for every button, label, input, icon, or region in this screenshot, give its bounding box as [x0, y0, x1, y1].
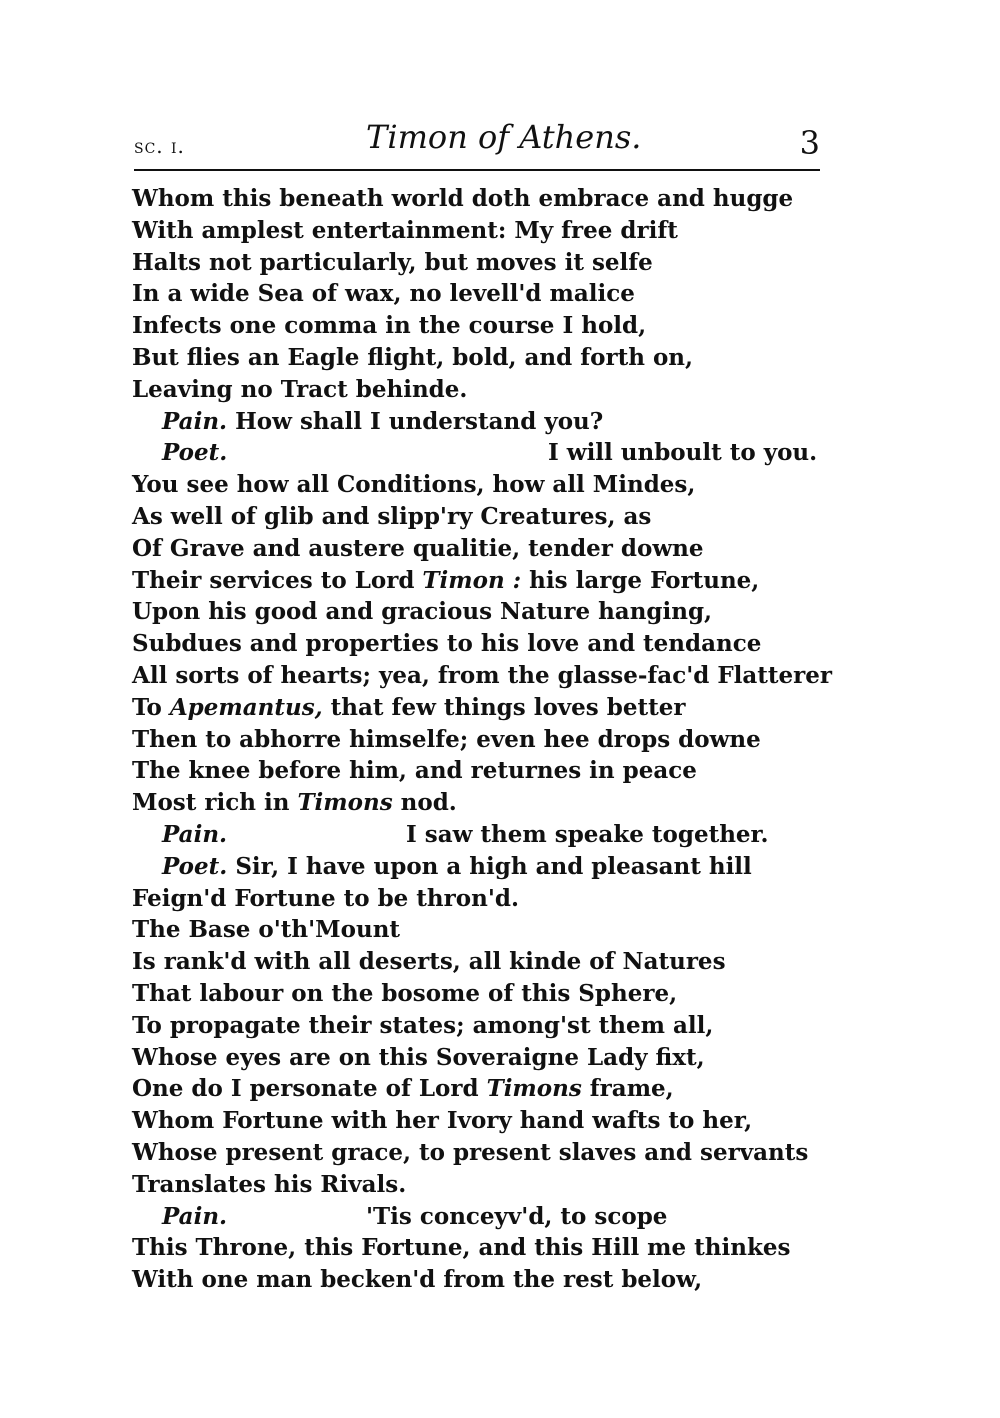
scene-reference: sc. i.	[134, 134, 185, 158]
verse-line: The Base o'th'Mount	[132, 916, 401, 944]
verse-line: Leaving no Tract behinde.	[132, 375, 468, 403]
speech-text: I will unboult to you.	[548, 439, 818, 467]
speech-text: I saw them speake together.	[406, 820, 769, 848]
verse-text-part: One do I personate of Lord	[132, 1075, 487, 1103]
verse-line: Is rank'd with all deserts, all kinde of Natures	[132, 948, 726, 976]
verse-line: Then to abhorre himselfe; even hee drops downe	[132, 725, 761, 753]
speech-line	[132, 851, 812, 883]
verse-line	[132, 787, 812, 819]
speaker-name: Pain.	[162, 407, 228, 435]
proper-name: Timons	[486, 1075, 582, 1103]
verse-line: As well of glib and slipp'ry Creatures, as	[132, 502, 652, 530]
page-number: 3	[799, 124, 820, 162]
verse-line: Subdues and properties to his love and tendance	[132, 630, 762, 658]
verse-line: Whose eyes are on this Soveraigne Lady fixt,	[132, 1043, 705, 1071]
speaker-name: Pain.	[162, 1202, 228, 1230]
verse-line: To propagate their states; among'st them all,	[132, 1011, 714, 1039]
proper-name: Apemantus,	[169, 693, 323, 721]
verse-line: Halts not particularly, but moves it selfe	[132, 248, 653, 276]
verse-text-part: To	[132, 693, 170, 721]
speech-text: Sir, I have upon a high and pleasant hill	[235, 852, 752, 880]
speaker-name: Pain.	[162, 820, 228, 848]
verse-line: Whose present grace, to present slaves and servants	[132, 1138, 809, 1166]
proper-name: Timons	[297, 789, 393, 817]
verse-line	[132, 692, 812, 724]
header-rule	[134, 169, 820, 171]
verse-text-part: Most rich in	[132, 789, 298, 817]
running-head	[134, 118, 820, 170]
verse-line: But flies an Eagle flight, bold, and forth on,	[132, 343, 694, 371]
verse-line: This Throne, this Fortune, and this Hill me thinkes	[132, 1234, 791, 1262]
speech-line	[132, 437, 818, 469]
verse-line: Translates his Rivals.	[132, 1170, 407, 1198]
speech-line	[132, 1201, 812, 1233]
speech-line	[132, 819, 812, 851]
speaker-name: Poet.	[162, 852, 228, 880]
verse-line	[132, 1073, 812, 1105]
verse-line: With one man becken'd from the rest below,	[132, 1266, 703, 1294]
verse-text-part: nod.	[392, 789, 457, 817]
speech-text: How shall I understand you?	[235, 407, 604, 435]
verse-line: Whom Fortune with her Ivory hand wafts to her,	[132, 1107, 753, 1135]
proper-name: Timon :	[422, 566, 522, 594]
play-title: Timon of Athens.	[366, 118, 642, 156]
verse-text-part: Their services to Lord	[132, 566, 423, 594]
verse-line: Feign'd Fortune to be thron'd.	[132, 884, 519, 912]
verse-text-part: his large Fortune,	[521, 566, 760, 594]
verse-line: All sorts of hearts; yea, from the glasse-fac'd Flatterer	[132, 661, 833, 689]
verse-line: Whom this beneath world doth embrace and hugge	[132, 185, 794, 212]
speech-line	[132, 406, 812, 438]
verse-line: With amplest entertainment: My free drift	[132, 216, 678, 244]
verse-text-part: frame,	[581, 1075, 674, 1103]
verse-text-part: that few things loves better	[322, 693, 686, 721]
verse-line: Infects one comma in the course I hold,	[132, 312, 647, 340]
verse-line: That labour on the bosome of this Sphere,	[132, 979, 678, 1007]
speaker-name: Poet.	[162, 439, 228, 467]
verse-line: You see how all Conditions, how all Mindes,	[132, 471, 696, 499]
verse-text	[132, 183, 833, 1296]
verse-line: Upon his good and gracious Nature hanging,	[132, 598, 713, 626]
verse-line	[132, 565, 812, 597]
speech-text: 'Tis conceyv'd, to scope	[366, 1202, 668, 1230]
verse-line: In a wide Sea of wax, no levell'd malice	[132, 280, 635, 308]
verse-line: Of Grave and austere qualitie, tender downe	[132, 534, 704, 562]
verse-line: The knee before him, and returnes in peace	[132, 757, 697, 785]
